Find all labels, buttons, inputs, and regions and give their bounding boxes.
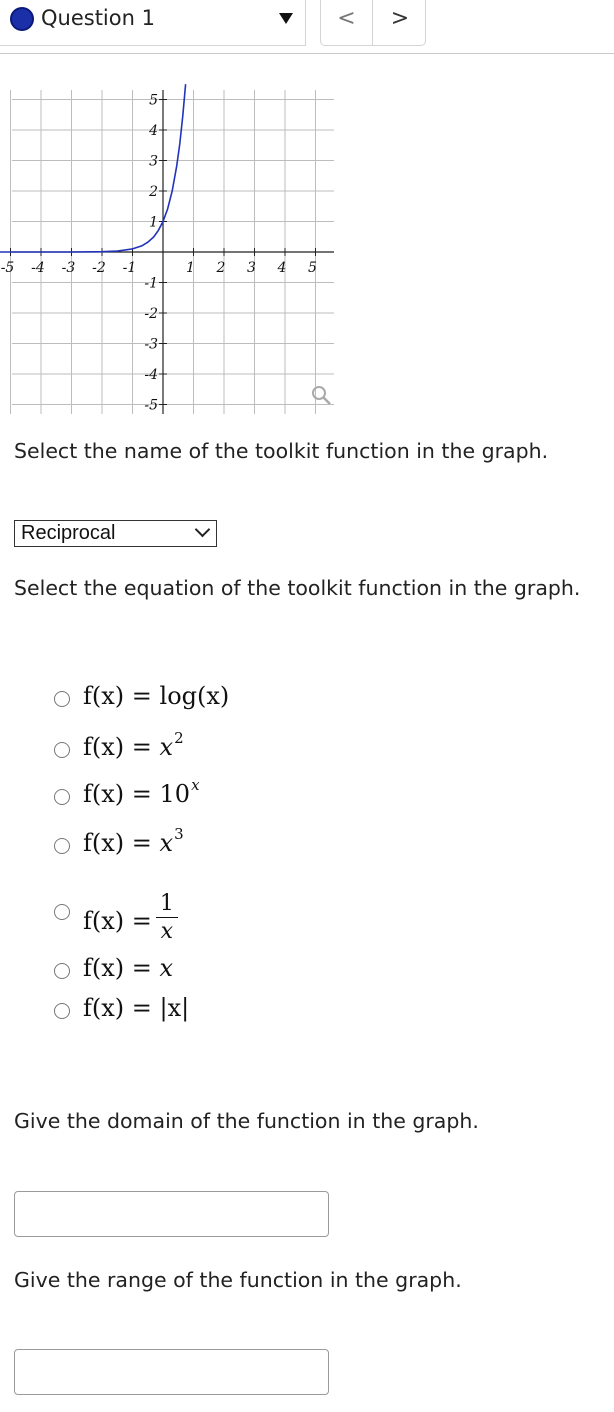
option-log-label [83, 682, 229, 710]
function-lhs: f(x) = [83, 682, 152, 710]
caret-down-icon[interactable] [279, 13, 293, 24]
question-title: Question 1 [41, 6, 155, 30]
base-10: 10 [159, 780, 191, 808]
exponent-x: x [191, 776, 200, 794]
y-tick-label: 2 [149, 184, 158, 200]
y-tick-label: 5 [149, 92, 158, 109]
log-expression: log(x) [159, 682, 230, 710]
y-tick-label: -1 [144, 275, 158, 292]
x-tick-label: 3 [247, 260, 256, 276]
x-tick-label: 1 [186, 260, 195, 276]
radio-button[interactable] [54, 904, 70, 920]
prev-question-button[interactable]: < [321, 0, 373, 45]
chevron-down-icon [195, 522, 211, 538]
toolkit-equation-prompt: Select the equation of the toolkit function in the graph. [14, 576, 581, 600]
abs-expression: |x| [159, 994, 190, 1022]
x-tick-label: 4 [277, 260, 287, 276]
next-question-button[interactable]: > [390, 6, 410, 31]
option-absolute-value-label [83, 994, 189, 1022]
numerator-1: 1 [156, 891, 178, 918]
y-tick-label: -3 [144, 336, 158, 353]
y-tick-label: 3 [149, 153, 158, 170]
domain-input[interactable] [14, 1191, 329, 1237]
range-prompt: Give the range of the function in the graph. [14, 1268, 462, 1292]
radio-button[interactable] [54, 1003, 70, 1019]
y-tick-label: 1 [149, 214, 158, 231]
option-linear-label [83, 954, 173, 982]
exponent-2: 2 [174, 729, 184, 747]
radio-button[interactable] [54, 789, 70, 805]
toolkit-name-prompt: Select the name of the toolkit function in the graph. [14, 439, 549, 463]
function-lhs: f(x) = [83, 907, 152, 935]
radio-button[interactable] [54, 838, 70, 854]
base-x: x [159, 829, 174, 857]
option-cube-label [83, 825, 184, 857]
x-tick-label: -5 [0, 260, 15, 276]
function-graph [0, 88, 336, 416]
y-tick-label: -2 [144, 306, 158, 322]
domain-prompt: Give the domain of the function in the graph. [14, 1109, 479, 1133]
question-header [0, 0, 614, 54]
radio-button[interactable] [54, 963, 70, 979]
fraction [156, 891, 178, 946]
function-lhs: f(x) = [83, 780, 152, 808]
identity-x: x [159, 954, 174, 982]
x-tick-label: 2 [216, 260, 226, 276]
function-lhs: f(x) = [83, 829, 152, 857]
x-tick-label: -1 [122, 260, 137, 276]
range-input[interactable] [14, 1349, 329, 1395]
toolkit-name-dropdown[interactable] [14, 520, 217, 547]
base-x: x [159, 733, 174, 761]
exponent-3: 3 [174, 825, 184, 843]
question-status-dot [10, 7, 34, 31]
radio-button[interactable] [54, 691, 70, 707]
radio-button[interactable] [54, 742, 70, 758]
x-tick-label: -2 [92, 260, 106, 276]
dropdown-selected-value: Reciprocal [21, 522, 116, 544]
x-tick-label: 5 [308, 260, 317, 276]
denominator-x: x [160, 919, 174, 944]
question-selector[interactable] [0, 0, 306, 46]
question-nav [320, 0, 426, 46]
option-reciprocal-label [83, 891, 178, 950]
y-tick-label: -4 [144, 367, 158, 383]
x-tick-label: -4 [31, 260, 45, 276]
x-tick-label: -3 [61, 260, 76, 276]
function-lhs: f(x) = [83, 994, 152, 1022]
y-tick-label: -5 [144, 397, 158, 414]
function-lhs: f(x) = [83, 733, 152, 761]
y-tick-label: 4 [149, 123, 158, 139]
function-lhs: f(x) = [83, 954, 152, 982]
option-exponential-label [83, 776, 200, 808]
option-square-label [83, 729, 184, 761]
